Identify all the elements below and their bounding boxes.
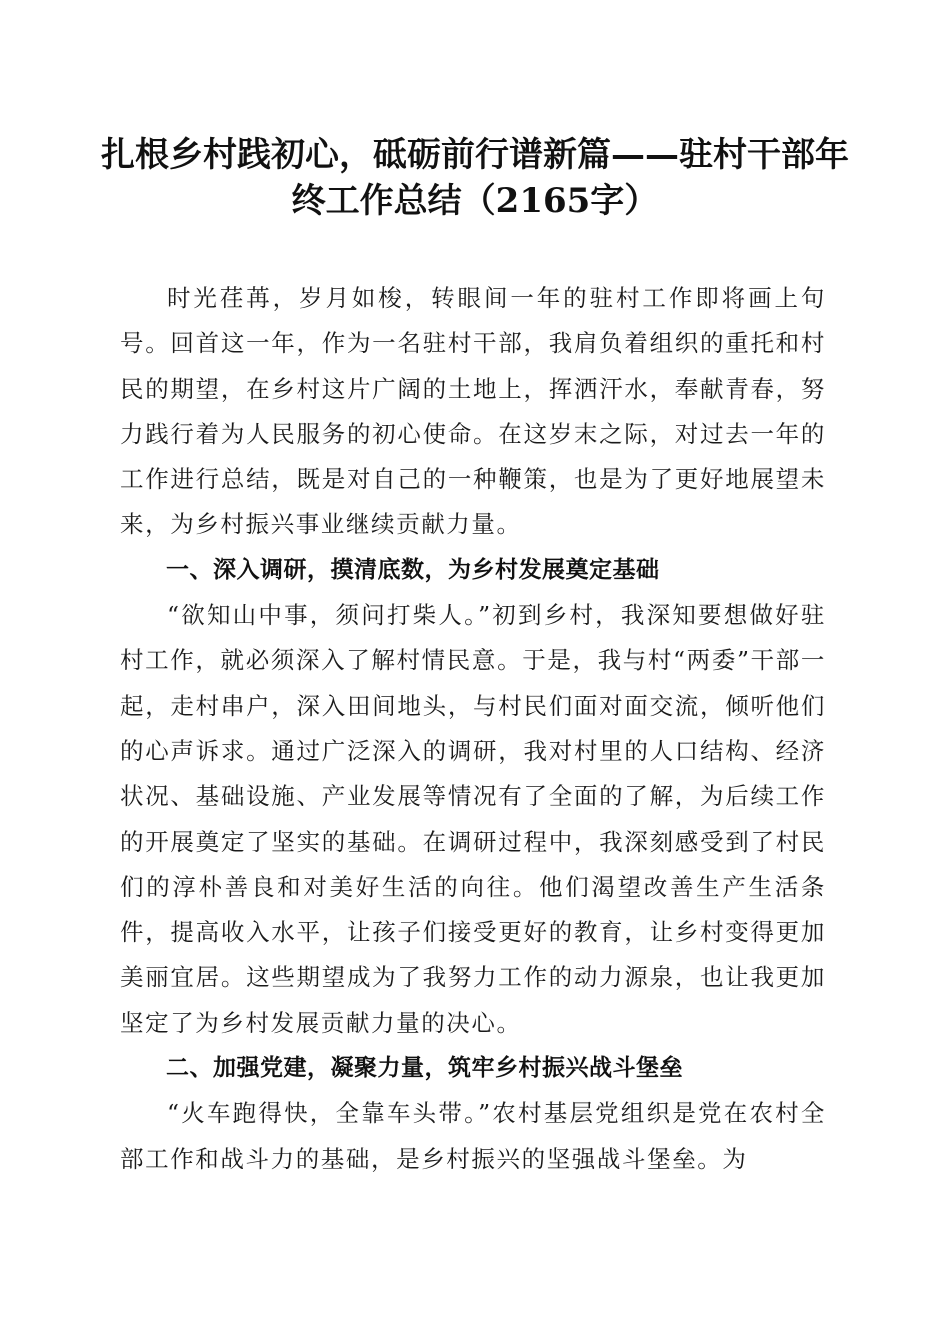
intro-paragraph: 时光荏苒，岁月如梭，转眼间一年的驻村工作即将画上句号。回首这一年，作为一名驻村干部，我肩负着组织的重托和村民的期望，在乡村这片广阔的土地上，挥洒汗水，奉献青春，努力践行着为人民服务的初心使命。在这岁末之际，对过去一年的工作进行总结，既是对自己的一种鞭策，也是为了更好地展望未来，为乡村振兴事业继续贡献力量。: [120, 284, 826, 539]
section-heading-1: 一、深入调研，摸清底数，为乡村发展奠定基础: [166, 556, 660, 583]
section-1-paragraph: “欲知山中事，须问打柴人。”初到乡村，我深知要想做好驻村工作，就必须深入了解村情民意。于是，我与村“两委”干部一起，走村串户，深入田间地头，与村民们面对面交流，倾听他们的心声诉求。通过广泛深入的调研，我对村里的人口结构、经济状况、基础设施、产业发展等情况有了全面的了解，为后续工作的开展奠定了坚实的基础。在调研过程中，我深刻感受到了村民们的淳朴善良和对美好生活的向往。他们渴望改善生产生活条件，提高收入水平，让孩子们接受更好的教育，让乡村变得更加美丽宜居。这些期望成为了我努力工作的动力源泉，也让我更加坚定了为乡村发展贡献力量的决心。: [120, 601, 826, 1037]
section-heading-2: 二、加强党建，凝聚力量，筑牢乡村振兴战斗堡垒: [166, 1055, 683, 1082]
document-body: [120, 276, 826, 1182]
section-2-paragraph: “火车跑得快，全靠车头带。”农村基层党组织是党在农村全部工作和战斗力的基础，是乡村振兴的坚强战斗堡垒。为: [120, 1099, 826, 1173]
document-title: 扎根乡村践初心，砥砺前行谱新篇——驻村干部年终工作总结（2165字）: [101, 135, 849, 221]
